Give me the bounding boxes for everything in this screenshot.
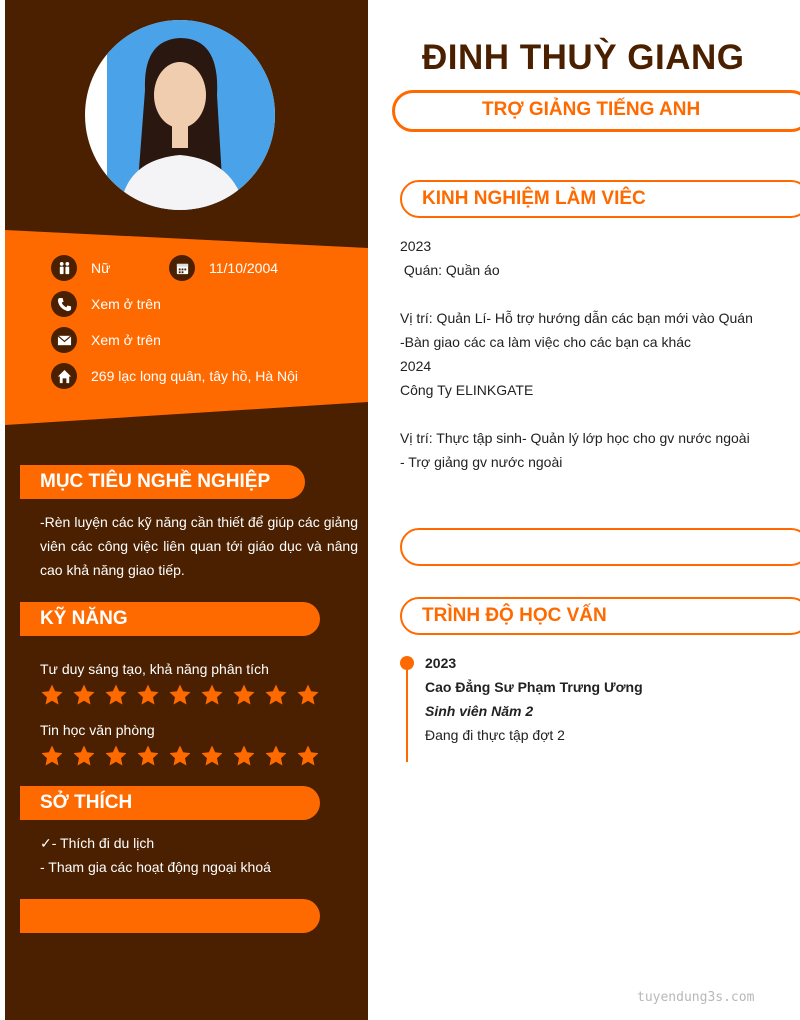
- star-icon: [232, 744, 256, 768]
- education-note: Đang đi thực tập đợt 2: [425, 727, 565, 743]
- avatar: [85, 20, 275, 210]
- star-icon: [72, 683, 96, 707]
- objective-heading: MỤC TIÊU NGHỀ NGHIỆP: [20, 465, 305, 499]
- skill-name-1: Tư duy sáng tạo, khả năng phân tích: [40, 661, 269, 677]
- birthdate-text: 11/10/2004: [209, 260, 279, 276]
- star-icon: [264, 683, 288, 707]
- address-text: 269 lạc long quân, tây hồ, Hà Nội: [91, 368, 299, 384]
- star-icon: [104, 683, 128, 707]
- skills-heading: KỸ NĂNG: [20, 602, 320, 636]
- star-icon: [168, 744, 192, 768]
- timeline-line: [406, 662, 408, 762]
- education-entry: [425, 651, 643, 747]
- star-icon: [40, 683, 64, 707]
- education-school: Cao Đẳng Sư Phạm Trưng Ương: [425, 679, 643, 695]
- education-heading: TRÌNH ĐỘ HỌC VẤN: [422, 605, 607, 626]
- star-icon: [72, 744, 96, 768]
- star-icon: [40, 744, 64, 768]
- star-icon: [296, 744, 320, 768]
- mail-icon: [51, 327, 77, 353]
- star-icon: [136, 683, 160, 707]
- experience-line: [400, 402, 795, 426]
- star-icon: [264, 744, 288, 768]
- timeline-dot: [400, 656, 414, 670]
- star-icon: [232, 683, 256, 707]
- skill-rating-2: [40, 744, 320, 768]
- experience-line: -Bàn giao các ca làm việc cho các bạn ca khác: [400, 334, 692, 350]
- hobby-1: ✓- Thích đi du lịch: [40, 835, 155, 851]
- education-year: 2023: [425, 655, 457, 671]
- hobbies-heading: SỞ THÍCH: [20, 786, 320, 820]
- candidate-name: ĐINH THUỲ GIANG: [422, 38, 745, 77]
- phone-row: [51, 291, 161, 317]
- star-icon: [200, 744, 224, 768]
- watermark: tuyendung3s.com: [637, 990, 755, 1005]
- experience-line: Công Ty ELINKGATE: [400, 382, 534, 398]
- experience-line: 2024: [400, 358, 432, 374]
- gender-text: Nữ: [91, 260, 111, 276]
- experience-line: Quán: Quần áo: [400, 262, 500, 278]
- star-icon: [168, 683, 192, 707]
- gender-row: [51, 255, 110, 281]
- home-icon: [51, 363, 77, 389]
- star-icon: [104, 744, 128, 768]
- experience-body: [400, 234, 795, 474]
- education-status: Sinh viên Năm 2: [425, 703, 534, 719]
- experience-heading: KINH NGHIỆM LÀM VIÊC: [422, 188, 646, 209]
- profile-photo: [85, 20, 275, 210]
- email-row: [51, 327, 161, 353]
- objective-text: -Rèn luyện các kỹ năng cần thiết để giúp các giảng viên các công việc liên quan tới giáo dục và nâng cao khả năng giao tiếp.: [40, 514, 358, 578]
- experience-line: - Trợ giảng gv nước ngoài: [400, 454, 563, 470]
- gender-icon: [51, 255, 77, 281]
- star-icon: [136, 744, 160, 768]
- empty-section-bar: [20, 899, 320, 933]
- experience-line: Vị trí: Thực tập sinh- Quản lý lớp học cho gv nước ngoài: [400, 430, 750, 446]
- email-text: Xem ở trên: [91, 332, 161, 348]
- empty-section-frame: [400, 528, 800, 566]
- left-column: [5, 0, 368, 1020]
- phone-text: Xem ở trên: [91, 296, 161, 312]
- phone-icon: [51, 291, 77, 317]
- star-icon: [200, 683, 224, 707]
- skill-name-2: Tin học văn phòng: [40, 722, 155, 738]
- birthdate-row: [169, 255, 278, 281]
- calendar-icon: [169, 255, 195, 281]
- star-icon: [296, 683, 320, 707]
- experience-line: 2023: [400, 238, 432, 254]
- experience-line: Vị trí: Quản Lí- Hỗ trợ hướng dẫn các bạn mới vào Quán: [400, 310, 753, 326]
- experience-line: [400, 282, 795, 306]
- hobby-2: - Tham gia các hoạt động ngoại khoá: [40, 859, 271, 875]
- skill-rating-1: [40, 683, 320, 707]
- job-title: TRỢ GIẢNG TIẾNG ANH: [482, 99, 701, 120]
- address-row: [51, 363, 298, 389]
